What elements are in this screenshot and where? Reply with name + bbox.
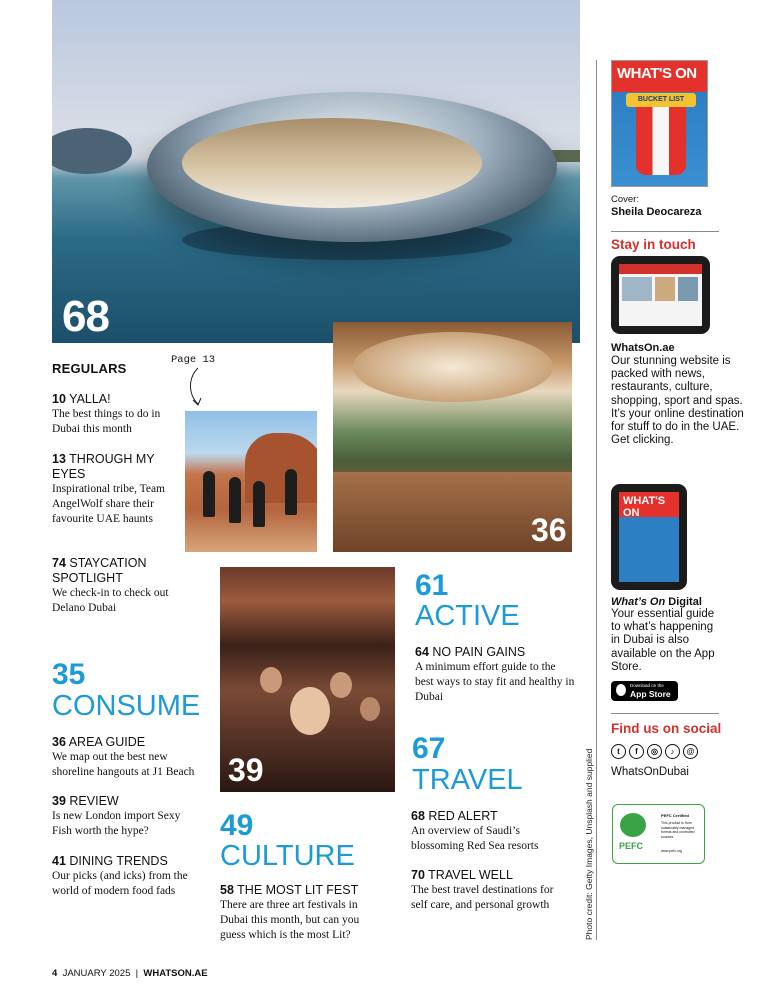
social-heading: Find us on social	[611, 721, 722, 736]
consume-number: 35	[52, 658, 86, 691]
digital-name: What’s On Digital	[611, 596, 702, 608]
desert-runners-image	[185, 411, 317, 552]
hero-page-number: 68	[62, 292, 109, 341]
page-footer: 4 JANUARY 2025 | WHATSON.AE	[52, 968, 208, 979]
pefc-certification: PEFC PEFC Certified This product is from sustainably managed forests and controlled sources www.pefc.org	[612, 804, 705, 864]
culture-item: 58 THE MOST LIT FEST There are three art festivals in Dubai this month, but can you guess which is the most Lit?	[220, 883, 360, 941]
active-item: 64 NO PAIN GAINS A minimum effort guide to the best ways to stay fit and healthy in Dubai	[415, 645, 575, 703]
facebook-icon[interactable]: f	[629, 744, 644, 759]
sidebar-divider	[596, 60, 597, 940]
active-heading: ACTIVE	[415, 600, 520, 632]
consume-item: 36 AREA GUIDE We map out the best new shoreline hangouts at J1 Beach	[52, 735, 195, 778]
consume-heading: CONSUME	[52, 690, 201, 722]
tablet-website-image	[611, 256, 710, 334]
restaurant-page-number: 36	[531, 512, 567, 548]
consume-item: 41 DINING TRENDS Our picks (and icks) from the world of modern food fads	[52, 854, 188, 897]
travel-number: 67	[412, 732, 446, 765]
travel-item: 70 TRAVEL WELL The best travel destinations for self care, and personal growth	[411, 868, 554, 911]
cover-name: Sheila Deocareza	[611, 206, 702, 218]
regulars-heading: REGULARS	[52, 361, 127, 376]
instagram-icon[interactable]: ◎	[647, 744, 662, 759]
regulars-item: 13 THROUGH MY EYES Inspirational tribe, Team AngelWolf share their favourite UAE haunts	[52, 452, 165, 525]
social-handle[interactable]: WhatsOnDubai	[611, 766, 689, 778]
apple-icon	[616, 684, 626, 696]
tiktok-icon[interactable]: ♪	[665, 744, 680, 759]
active-number: 61	[415, 569, 449, 602]
curved-arrow-icon	[186, 366, 210, 410]
tablet-digital-image: WHAT'S ON	[611, 484, 687, 590]
sidebar-rule	[611, 713, 719, 714]
page-annotation: Page 13	[171, 354, 216, 366]
twitter-icon[interactable]: t	[611, 744, 626, 759]
hero-image	[52, 0, 580, 343]
pefc-tree-icon	[620, 813, 646, 837]
social-icons-row	[611, 744, 698, 759]
stay-in-touch-heading: Stay in touch	[611, 237, 696, 252]
party-page-number: 39	[228, 752, 264, 788]
travel-item: 68 RED ALERT An overview of Saudi’s blossoming Red Sea resorts	[411, 809, 539, 852]
app-store-badge[interactable]: Download on the App Store	[611, 681, 678, 701]
regulars-item: 10 YALLA! The best things to do in Dubai this month	[52, 392, 161, 435]
regulars-item: 74 STAYCATION SPOTLIGHT We check-in to check out Delano Dubai	[52, 556, 169, 614]
cover-label: Cover:	[611, 194, 639, 205]
magazine-cover: WHAT'S ON BUCKET LIST	[611, 60, 708, 187]
threads-icon[interactable]: @	[683, 744, 698, 759]
website-name: WhatsOn.ae	[611, 342, 675, 354]
photo-credit: Photo credit: Getty Images, Unsplash and supplied	[584, 748, 594, 940]
digital-description: Your essential guide to what’s happening in Dubai is also available on the App Store.	[611, 608, 715, 673]
culture-heading: CULTURE	[220, 840, 355, 872]
consume-item: 39 REVIEW Is new London import Sexy Fish worth the hype?	[52, 794, 181, 837]
travel-heading: TRAVEL	[412, 764, 523, 796]
culture-number: 49	[220, 809, 254, 842]
sidebar-rule	[611, 231, 719, 232]
website-description: Our stunning website is packed with news, restaurants, culture, shopping, sport and spas. It’s your online destination for stuff to do in the UAE. Get clicking.	[611, 355, 744, 447]
